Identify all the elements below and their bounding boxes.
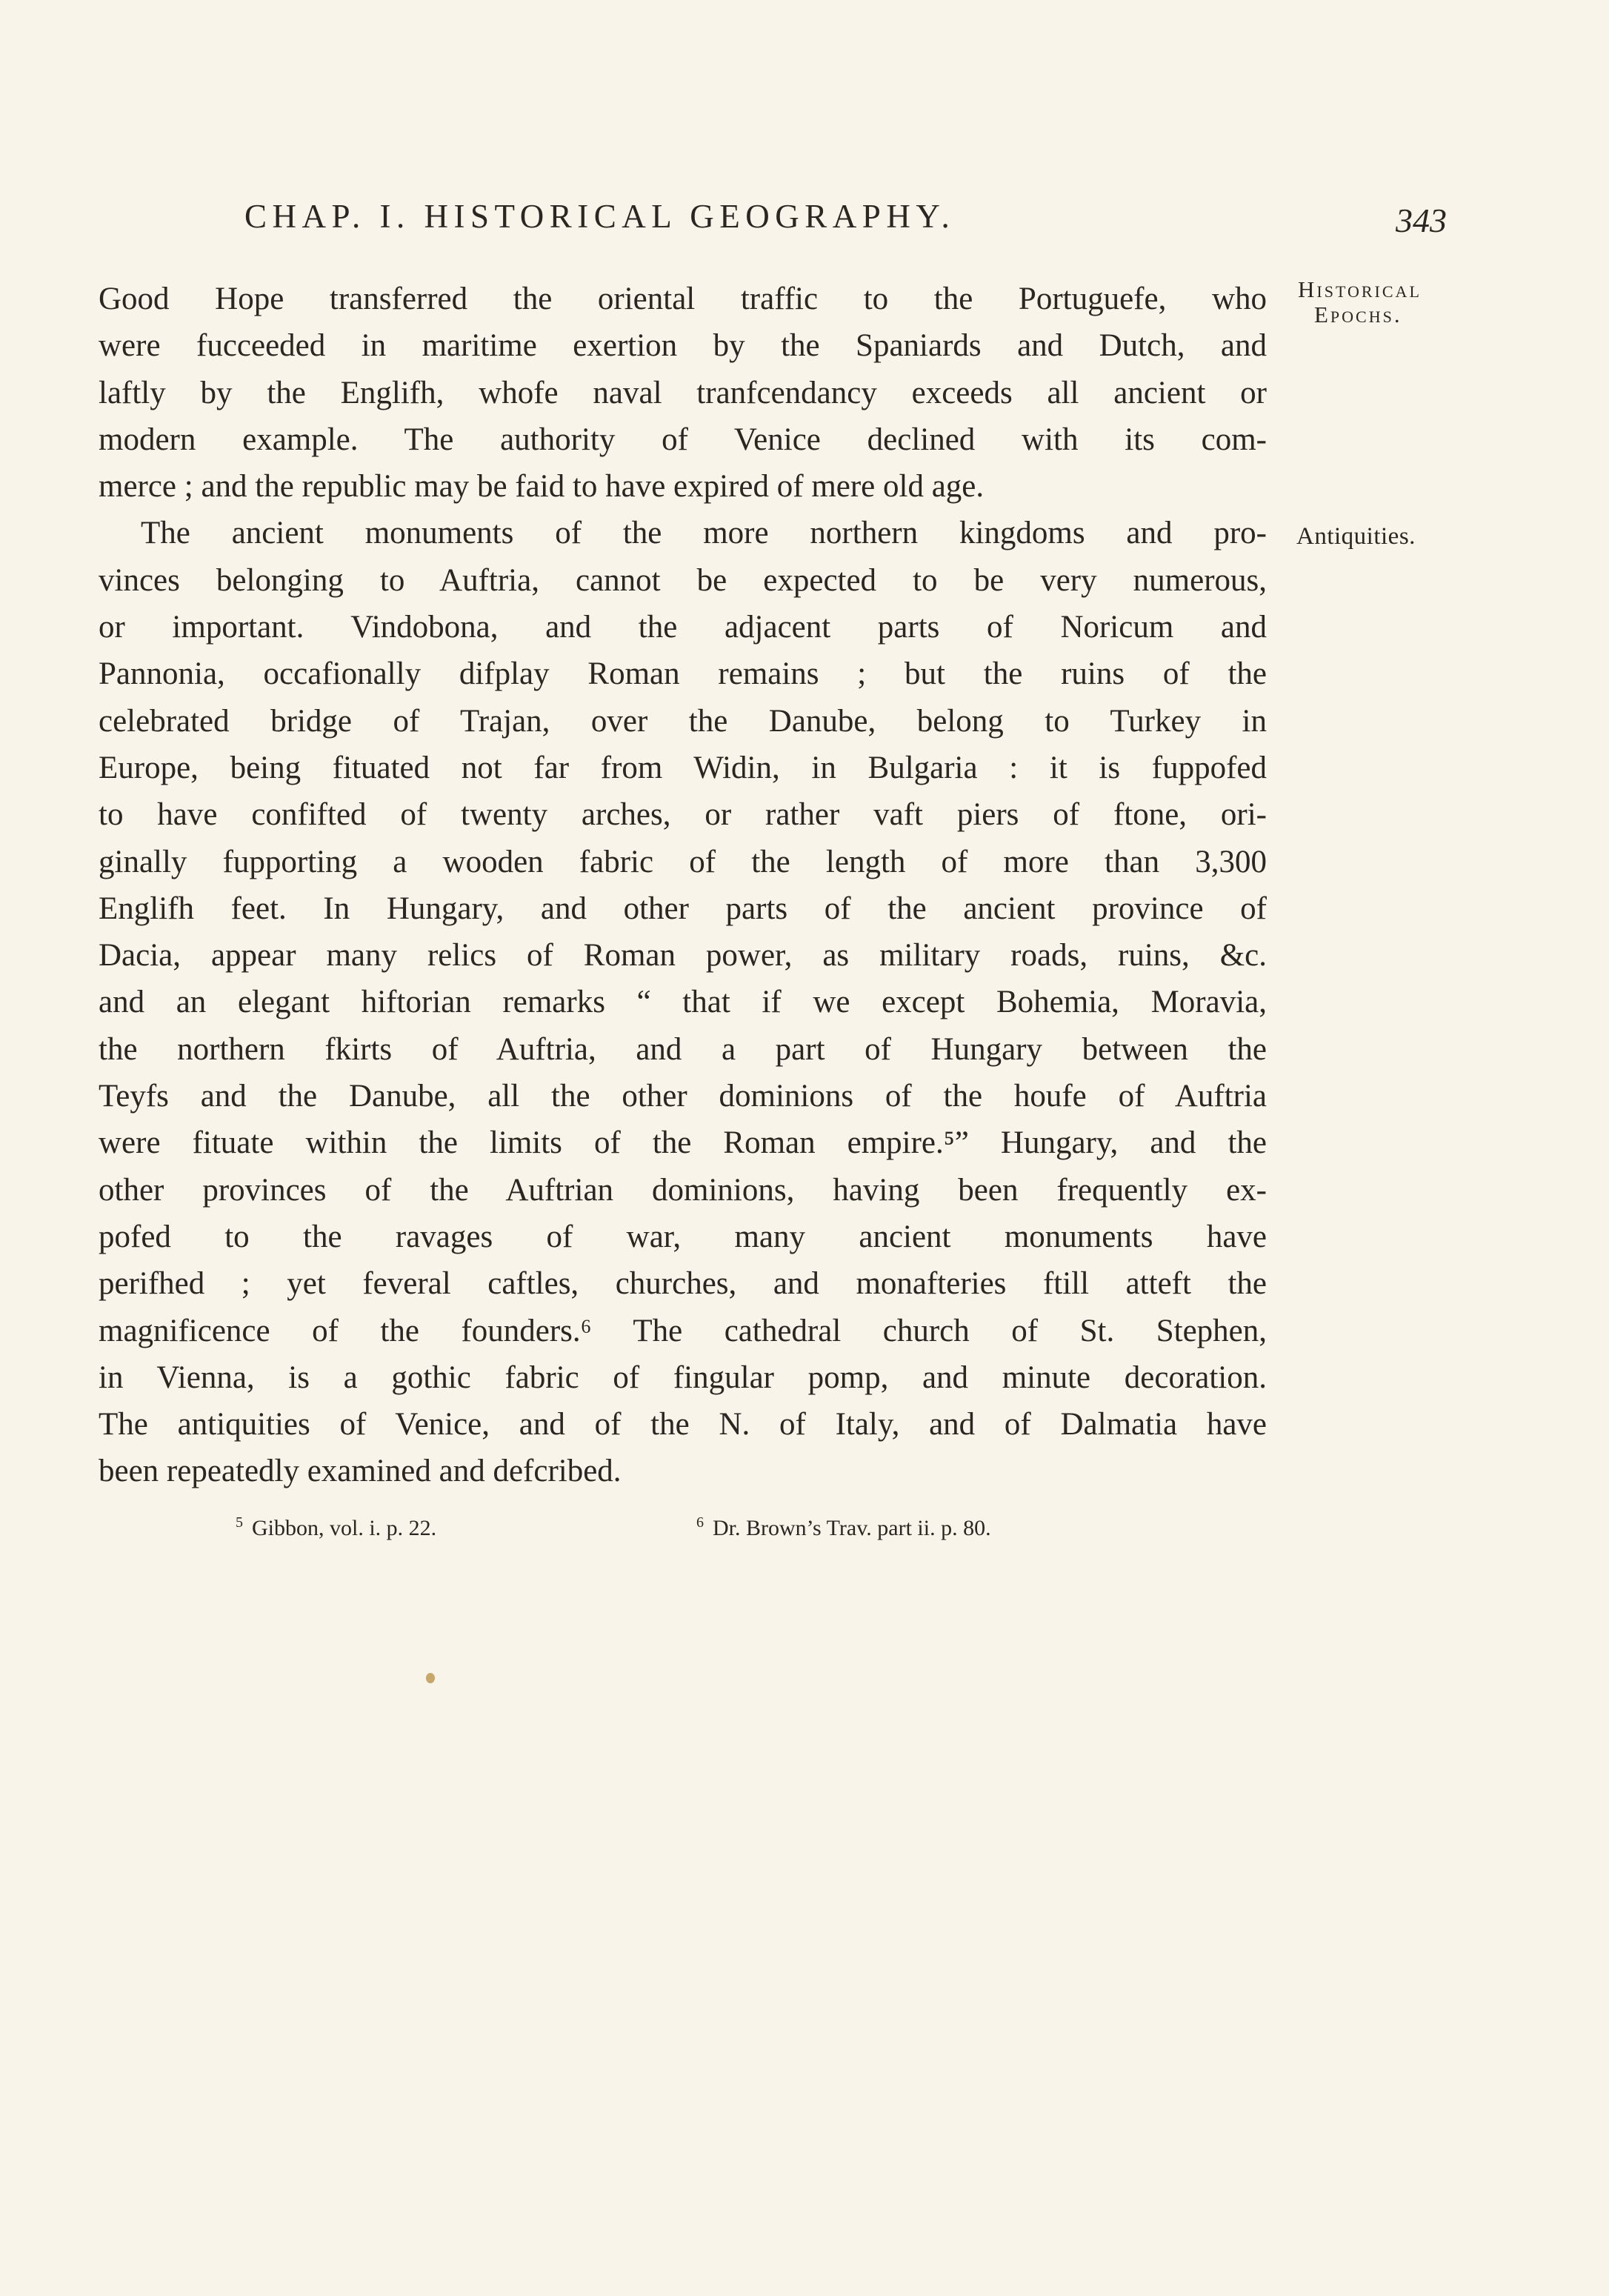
text-line: to have confifted of twenty arches, or rather vaft piers of ftone, ori- (99, 797, 1267, 833)
text-line: and an elegant hiftorian remarks “ that if we except Bohemia, Moravia, (99, 985, 1267, 1020)
text-line: Europe, being fituated not far from Widin, in Bulgaria : it is fuppofed (99, 750, 1267, 785)
ink-speck (426, 1673, 435, 1683)
running-head: CHAP. I. HISTORICAL GEOGRAPHY. (244, 198, 956, 235)
text-line: Pannonia, occafionally difplay Roman remains ; but the ruins of the (99, 656, 1267, 692)
footnote-text: Gibbon, vol. i. p. 22. (252, 1516, 437, 1540)
margin-note-antiquities: Antiquities. (1296, 523, 1416, 550)
text-line: The antiquities of Venice, and of the N. of Italy, and of Dalmatia have (99, 1407, 1267, 1443)
margin-note-historical-epochs (1298, 277, 1422, 327)
text-line: pofed to the ravages of war, many ancient monuments have (99, 1219, 1267, 1254)
text-line: Dacia, appear many relics of Roman power, as military roads, ruins, &c. (99, 938, 1267, 974)
page-header (0, 194, 1609, 239)
footnote-mark: 6 (696, 1514, 704, 1531)
footnote (696, 1508, 991, 1543)
margin-note-line: Historical (1298, 276, 1422, 302)
text-line: been repeatedly examined and defcribed. (99, 1454, 622, 1489)
text-line: merce ; and the republic may be faid to have expired of mere old age. (99, 469, 985, 505)
text-line: in Vienna, is a gothic fabric of fingular pomp, and minute decoration. (99, 1360, 1267, 1395)
text-line: other provinces of the Auftrian dominions, having been frequently ex- (99, 1172, 1267, 1208)
body-text (99, 276, 1267, 1495)
text-line: perifhed ; yet feveral caftles, churches, and monafteries ftill atteft the (99, 1266, 1267, 1302)
text-line: the northern fkirts of Auftria, and a part of Hungary between the (99, 1031, 1267, 1067)
text-line: ginally fupporting a wooden fabric of the length of more than 3,300 (99, 844, 1267, 879)
text-line: Teyfs and the Danube, all the other dominions of the houfe of Auftria (99, 1079, 1267, 1114)
footnote (236, 1508, 436, 1543)
text-line: vinces belonging to Auftria, cannot be expected to be very numerous, (99, 562, 1267, 598)
footnote-mark: 5 (236, 1514, 243, 1531)
text-line: or important. Vindobona, and the adjacent parts of Noricum and (99, 610, 1267, 645)
text-line: laftly by the Englifh, whofe naval tranfcendancy exceeds all ancient or (99, 375, 1267, 410)
text-line: Englifh feet. In Hungary, and other parts of the ancient province of (99, 891, 1267, 926)
footnote-text: Dr. Brown’s Trav. part ii. p. 80. (713, 1516, 991, 1540)
text-line: were fituate within the limits of the Roman empire.⁵” Hungary, and the (99, 1125, 1267, 1161)
page-number: 343 (1396, 202, 1447, 239)
margin-note-line: Epochs. (1314, 302, 1402, 327)
text-line: modern example. The authority of Venice declined with its com- (99, 422, 1267, 457)
text-line: Good Hope transferred the oriental traffic to the Portuguefe, who (99, 282, 1267, 316)
text-line: were fucceeded in maritime exertion by the Spaniards and Dutch, and (99, 328, 1267, 364)
text-line: The ancient monuments of the more northern kingdoms and pro- (141, 516, 1267, 551)
text-line: celebrated bridge of Trajan, over the Danube, belong to Turkey in (99, 703, 1267, 739)
text-line: magnificence of the founders.⁶ The cathedral church of St. Stephen, (99, 1313, 1267, 1348)
